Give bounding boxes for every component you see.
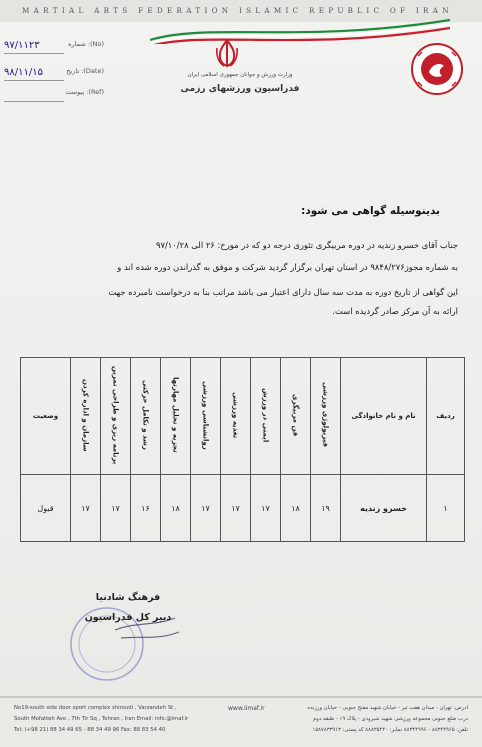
footer-website: www.iimaf.ir <box>228 705 265 712</box>
english-title: MARTIAL ARTS FEDERATION ISLAMIC REPUBLIC OF IRAN <box>22 6 453 15</box>
number-line <box>4 53 64 54</box>
body-line-4: ارائه به آن مرکز صادر گردیده است. <box>332 306 458 316</box>
footer-address-fa-2: درب ضلع جنوبی مجموعه ورزشی شهید شیرودی - پلاک ۱۹ - طبقه دوم <box>313 716 468 722</box>
header-training-planning: برنامه ریزی و طراحی تمرین <box>101 358 131 475</box>
date-field <box>4 67 104 79</box>
date-value: ۹۸/۱۱/۱۵ <box>4 67 43 78</box>
cell-skill-analysis: ۱۸ <box>161 475 191 542</box>
footer-address-fa-1: آدرس: تهران - میدان هفت تیر - خیابان شهید مفتح جنوبی - خیابان ورزنده <box>307 705 468 711</box>
attachment-field <box>4 88 104 100</box>
date-line <box>4 80 64 81</box>
footer-address-en-2: South Mofatteh Ave , 7th Tir Sq , Tehran , Iran Email: info.@imaf.ir <box>14 716 189 722</box>
iran-emblem-icon <box>214 38 240 68</box>
cell-sport-physiology: ۱۹ <box>311 475 341 542</box>
cell-full-name: خسرو زندیه <box>341 475 427 542</box>
cell-sport-safety: ۱۷ <box>251 475 281 542</box>
header-organization-management: سازمان و اداره کردن <box>71 358 101 475</box>
footer-divider <box>0 696 482 698</box>
federation-logo-icon <box>410 42 464 96</box>
cell-sport-psychology: ۱۷ <box>191 475 221 542</box>
header-sport-nutrition: تغذیه ورزشی <box>221 358 251 475</box>
table-row <box>21 475 465 542</box>
footer-address-fa-3: تلفن: ۸۸۳۴۴۹۶۵ - ۸۸۳۴۴۹۹۶ نمابر: ۸۸۸۳۵۴۴۰ کد پستی: ۱۵۸۷۸۳۳۹۱۳ <box>312 727 468 733</box>
cell-motor-development: ۱۶ <box>131 475 161 542</box>
grades-table <box>20 357 465 542</box>
body-line-3: این گواهی از تاریخ دوره به مدت سه سال دارای اعتبار می باشد مراتب بنا به درخواست نامبرده جهت <box>108 287 458 297</box>
certificate-heading: بدینوسیله گواهی می شود: <box>301 205 440 217</box>
header-sport-safety: ایمنی در ورزش <box>251 358 281 475</box>
cell-status: قبول <box>21 475 71 542</box>
footer-address-en-3: Tel: (+98 21) 88 34 49 65 - 88 34 49 96 Fax: 88 83 54 40 <box>14 727 166 733</box>
header-full-name: نام و نام خانوادگی <box>341 358 427 475</box>
date-label: تاریخ :(Date) <box>66 67 104 75</box>
cell-training-planning: ۱۷ <box>101 475 131 542</box>
header-status: وضعیت <box>21 358 71 475</box>
number-label: شماره :(No) <box>68 40 104 48</box>
header-sport-psychology: روانشناسی ورزشی <box>191 358 221 475</box>
federation-name: فدراسیون ورزشهای رزمی <box>180 84 300 94</box>
header-skill-analysis: تجزیه و تحلیل مهارتها <box>161 358 191 475</box>
footer-address-en-1: No19-south side door sport complex shiroudi , Varzandeh St , <box>14 705 177 711</box>
cell-row-number: ۱ <box>427 475 465 542</box>
signatory-name: فرهنگ شادنیا <box>95 592 161 603</box>
header-sport-physiology: فیزیولوژی ورزشی <box>311 358 341 475</box>
flag-ribbon <box>150 18 450 44</box>
header-motor-development: رشد و تکامل حرکتی <box>131 358 161 475</box>
cell-organization-management: ۱۷ <box>71 475 101 542</box>
attachment-line <box>4 101 64 102</box>
number-field <box>4 40 104 52</box>
header-coaching-technique: فن مربیگری <box>281 358 311 475</box>
ministry-name: وزارت ورزش و جوانان جمهوری اسلامی ایران <box>187 72 293 78</box>
body-line-1: جناب آقای خسرو زندیه در دوره مربیگری تئوری درجه دو که در مورخ: ۲۶ الی ۹۷/۱۰/۲۸ <box>155 240 458 250</box>
body-line-2: به شماره مجوز۹۸۴۸/۲۷۶ در استان تهران برگزار گردید شرکت و موفق به گذراندن دوره شده اند و <box>117 262 458 272</box>
number-value: ۹۷/۱۱۲۳ <box>4 40 40 51</box>
attachment-label: پیوست :(Ref) <box>65 88 104 96</box>
cell-sport-nutrition: ۱۷ <box>221 475 251 542</box>
signatory-title: دبیر کل فدراسیون <box>84 612 172 623</box>
header-row-number: ردیف <box>427 358 465 475</box>
table-header-row <box>21 358 465 475</box>
cell-coaching-technique: ۱۸ <box>281 475 311 542</box>
